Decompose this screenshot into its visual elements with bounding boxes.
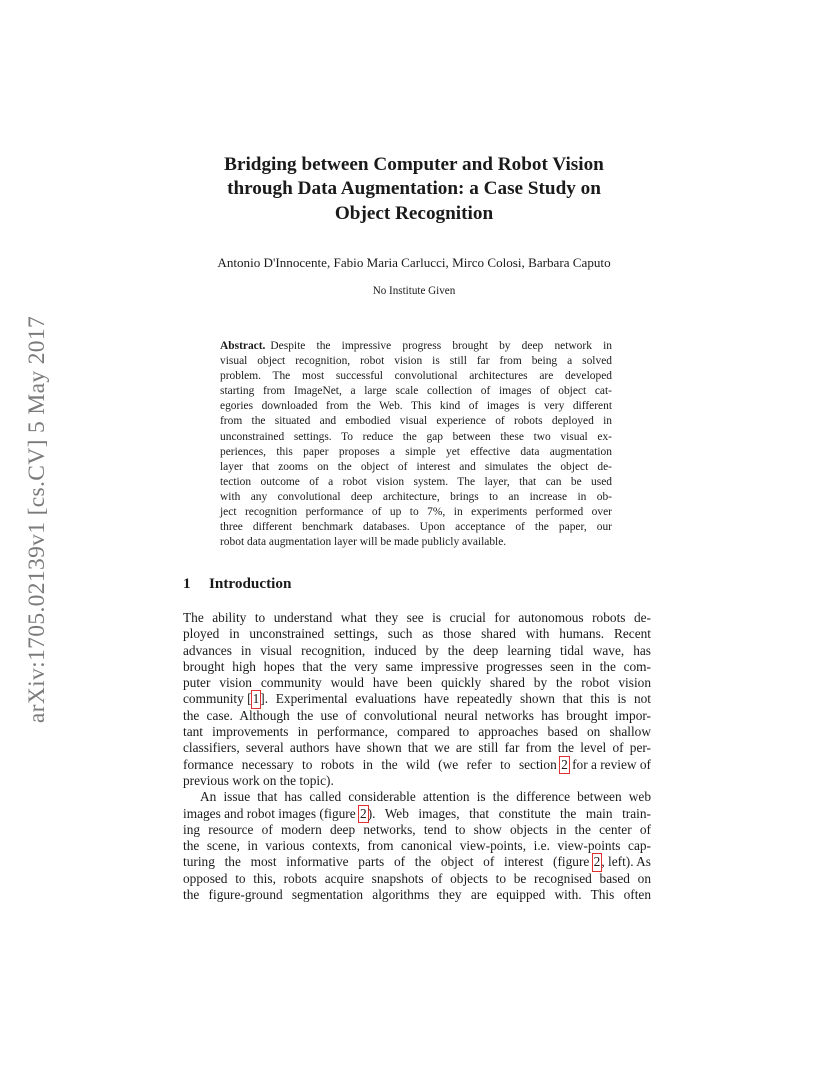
abstract-text: three different benchmark databases. Upon acceptance of the paper, our — [220, 521, 612, 534]
body-text: puter vision community would have been quickly shared by the robot vision — [183, 675, 651, 691]
body-text: The ability to understand what they see is crucial for autonomous robots de- — [183, 610, 651, 625]
body-line — [183, 757, 651, 773]
body-line — [183, 871, 651, 887]
abstract-text: from the situated and embodied visual experience of robots deployed in — [220, 415, 612, 428]
body-text: brought high hopes that the very same impressive progresses seen in the com- — [183, 658, 651, 674]
body-line — [183, 822, 651, 838]
body-line — [183, 789, 651, 805]
abstract-text: egories downloaded from the Web. This kind of images is very different — [220, 400, 612, 413]
abstract-text: tection outcome of a robot vision system. The layer, that can be used — [220, 475, 612, 488]
author-list: Antonio D'Innocente, Fabio Maria Carlucci, Mirco Colosi, Barbara Caputo — [217, 255, 611, 270]
abstract-line — [220, 414, 612, 429]
abstract-line — [220, 520, 612, 535]
section-title: Introduction — [209, 575, 292, 592]
body-line — [183, 691, 651, 707]
body-line — [183, 854, 651, 870]
body-line — [183, 838, 651, 854]
abstract-text: visual object recognition, robot vision is still far from being a solved — [220, 355, 612, 368]
body-text: ing resource of modern deep networks, tend to show objects in the center of — [183, 821, 651, 837]
abstract-line — [220, 475, 612, 490]
body-text: An issue that has called considerable attention is the difference between web — [200, 789, 651, 805]
body-line — [183, 740, 651, 756]
body-line — [183, 773, 651, 789]
abstract-line — [220, 460, 612, 475]
abstract-label: Abstract. — [220, 340, 266, 352]
body-text: turing the most informative parts of the object of interest (figure — [183, 854, 593, 870]
abstract-text: Despite the impressive progress brought by deep network in — [270, 340, 612, 352]
abstract-line — [220, 505, 612, 520]
section-link[interactable]: 2 — [561, 756, 568, 772]
abstract-text: starting from ImageNet, a large scale collection of images of object cat- — [220, 385, 612, 398]
body-text: tant improvements in performance, compared to approaches based on shallow — [183, 724, 651, 740]
body-line — [183, 708, 651, 724]
body-line — [183, 643, 651, 659]
body-text: ]. Experimental evaluations have repeatedly shown that this is not — [260, 691, 651, 707]
abstract-text: periences, this paper proposes a simple yet effective data augmentation — [220, 445, 612, 458]
body-text: ployed in unconstrained settings, such as those shared with humans. Recent — [183, 626, 651, 642]
body-line — [183, 887, 651, 903]
introduction-body — [183, 610, 651, 903]
body-text: for a review of — [568, 756, 651, 772]
body-line — [183, 724, 651, 740]
title-line: Bridging between Computer and Robot Vision — [224, 154, 604, 175]
title-line: Object Recognition — [334, 202, 494, 224]
body-text: ). Web images, that constitute the main train- — [367, 805, 651, 821]
abstract — [220, 339, 612, 550]
body-text: formance necessary to robots in the wild (we refer to section — [183, 756, 561, 772]
body-line — [183, 806, 651, 822]
body-line — [183, 675, 651, 691]
body-text: community [ — [183, 691, 252, 707]
body-text: the figure-ground segmentation algorithms they are equipped with. This often — [183, 887, 651, 903]
abstract-line — [220, 384, 612, 399]
body-text: the case. Although the use of convolutional neural networks has brought impor- — [183, 707, 651, 723]
paper-title — [160, 153, 668, 226]
body-line — [183, 610, 651, 626]
abstract-line — [220, 369, 612, 384]
abstract-line — [220, 535, 612, 550]
abstract-line — [220, 339, 612, 354]
abstract-text: with any convolutional deep architecture, brings to an increase in ob- — [220, 490, 612, 503]
abstract-line — [220, 445, 612, 460]
citation-link[interactable]: 1 — [252, 691, 260, 707]
body-text: opposed to this, robots acquire snapshots of objects to be recognised based on — [183, 870, 651, 886]
abstract-line — [220, 490, 612, 505]
arxiv-sidebar — [22, 285, 54, 753]
title-line: through Data Augmentation: a Case Study on — [227, 178, 601, 200]
body-line — [183, 626, 651, 642]
body-line — [183, 659, 651, 675]
abstract-text: problem. The most successful convolutional architectures are developed — [220, 370, 612, 383]
figure-link[interactable]: 2 — [360, 805, 367, 821]
abstract-text: ject recognition performance of up to 7%, in experiments performed over — [220, 506, 612, 519]
arxiv-identifier: arXiv:1705.02139v1 [cs.CV] 5 May 2017 — [24, 315, 51, 723]
section-heading — [183, 575, 291, 593]
institute: No Institute Given — [372, 285, 456, 297]
body-text: the scene, in various contexts, from canonical view-points, i.e. view-points cap- — [183, 838, 651, 854]
abstract-text: unconstrained settings. To reduce the gap between these two visual ex- — [220, 430, 612, 443]
abstract-line — [220, 354, 612, 369]
body-text: advances in visual recognition, induced by the deep learning tidal wave, has — [183, 642, 651, 658]
body-text: images and robot images (figure — [183, 805, 360, 821]
figure-link[interactable]: 2 — [593, 854, 601, 870]
abstract-line — [220, 399, 612, 414]
abstract-text: layer that zooms on the object of interest and simulates the object de- — [220, 460, 612, 473]
section-number: 1 — [183, 575, 191, 592]
abstract-text: robot data augmentation layer will be made publicly available. — [220, 536, 507, 549]
abstract-line — [220, 430, 612, 445]
body-text: previous work on the topic). — [183, 772, 334, 788]
body-text: classifiers, several authors have shown that we are still far from the level of per- — [183, 740, 651, 756]
body-text: , left). As — [601, 854, 651, 870]
